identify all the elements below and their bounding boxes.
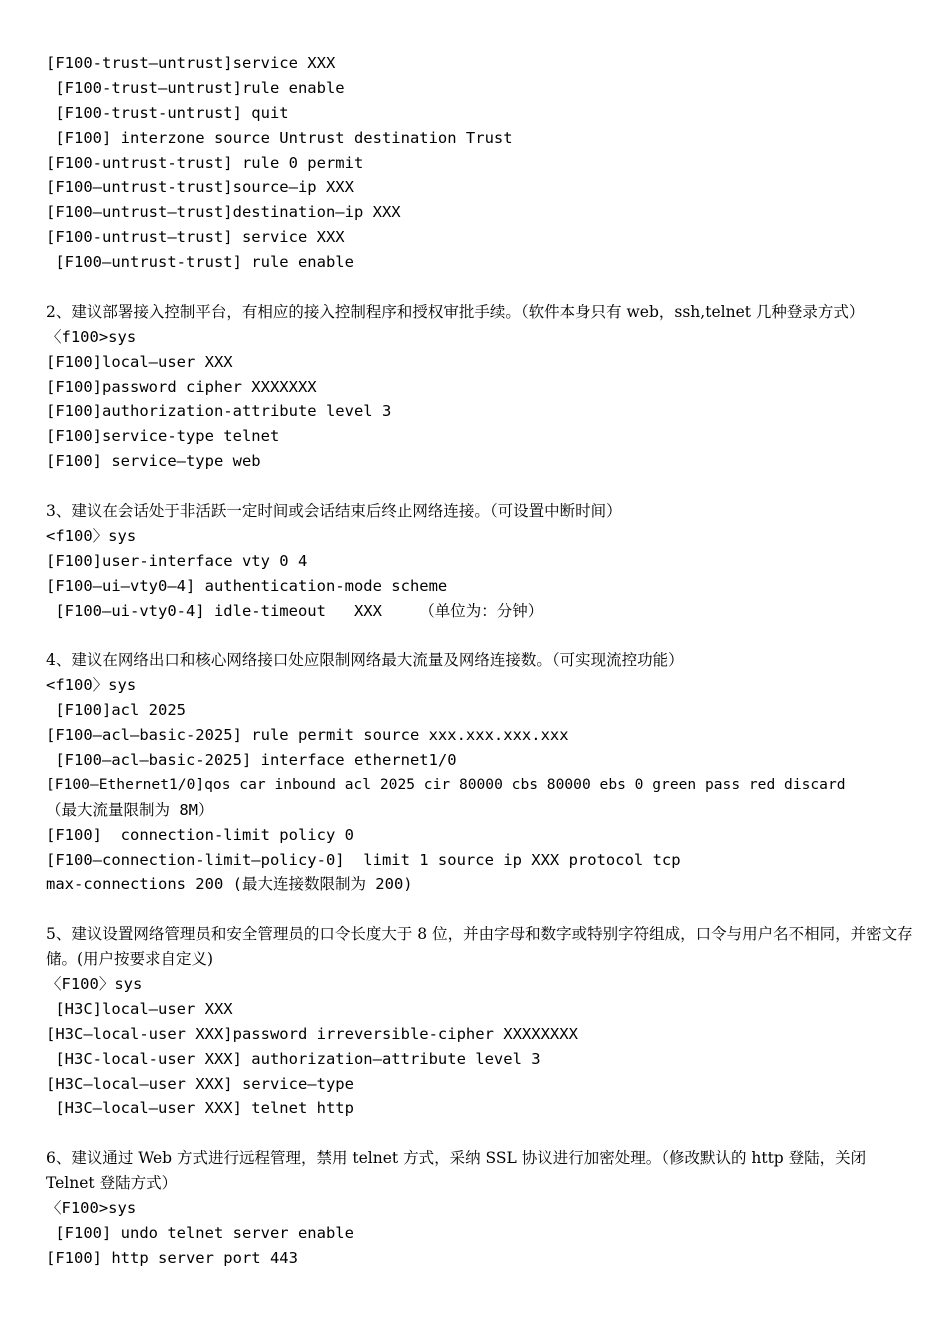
section-heading: 4、建议在网络出口和核心网络接口处应限制网络最大流量及网络连接数。（可实现流控功能） (46, 651, 684, 670)
section-3 (46, 499, 916, 623)
code-line: [F100] http server port 443 (46, 1248, 298, 1267)
code-line: [F100—untrust—trust]destination—ip XXX (46, 203, 401, 222)
code-line: [F100-untrust—trust] service XXX (46, 228, 345, 247)
section-4 (46, 648, 916, 897)
section-heading: 2、建议部署接入控制平台，有相应的接入控制程序和授权审批手续。（软件本身只有 web，ssh,telnet 几种登录方式） (46, 302, 865, 321)
code-line: [F100] undo telnet server enable (46, 1223, 354, 1242)
code-line: [F100]local—user XXX (46, 352, 233, 371)
spacer (46, 275, 916, 300)
code-line: <f100〉sys (46, 676, 137, 695)
code-line: [F100-trust-untrust] quit (46, 103, 289, 122)
code-line: [F100—ui—vty0—4] authentication-mode scheme (46, 576, 448, 595)
code-line: [F100—acl—basic-2025] rule permit source xxx.xxx.xxx.xxx (46, 726, 569, 745)
code-line: [F100] connection-limit policy 0 (46, 825, 354, 844)
section-5 (46, 922, 916, 1121)
section-heading: 6、建议通过 Web 方式进行远程管理，禁用 telnet 方式，采纳 SSL 协议进行加密处理。（修改默认的 http 登陆，关闭 Telnet 登陆方式） (46, 1149, 867, 1193)
code-line: [F100] service—type web (46, 452, 261, 471)
code-line: （最大流量限制为 8M） (46, 800, 214, 819)
code-line: [F100—Ethernet1/0]qos car inbound acl 2025 cir 80000 cbs 80000 ebs 0 green pass red discard (46, 775, 846, 793)
spacer (46, 474, 916, 499)
code-line: [F100-trust—untrust]rule enable (46, 78, 345, 97)
code-line: <f100〉sys (46, 526, 137, 545)
code-line: [F100—untrust-trust] rule enable (46, 253, 354, 272)
code-line: [F100]password cipher XXXXXXX (46, 377, 317, 396)
section-heading: 3、建议在会话处于非活跃一定时间或会话结束后终止网络连接。（可设置中断时间） (46, 502, 622, 521)
code-line: [F100-untrust-trust] rule 0 permit (46, 153, 364, 172)
spacer (46, 897, 916, 922)
code-line: 〈F100>sys (46, 1199, 137, 1218)
code-line: [F100—connection-limit—policy-0] limit 1 source ip XXX protocol tcp (46, 850, 681, 869)
code-line: [F100—acl—basic-2025] interface ethernet1/0 (46, 750, 457, 769)
code-line: [H3C-local-user XXX] authorization—attribute level 3 (46, 1049, 541, 1068)
section-heading: 5、建议设置网络管理员和安全管理员的口令长度大于 8 位，并由字母和数字或特别字符组成，口令与用户名不相同，并密文存储。(用户按要求自定义) (46, 925, 913, 969)
code-line: [F100—ui-vty0-4] idle-timeout XXX （单位为：分钟） (46, 601, 544, 620)
code-line: 〈f100>sys (46, 327, 137, 346)
config-block-1 (46, 51, 916, 275)
code-line: [F100-trust—untrust]service XXX (46, 54, 336, 72)
code-line: [F100]authorization-attribute level 3 (46, 402, 392, 421)
code-line: max-connections 200 (最大连接数限制为 200) (46, 875, 413, 894)
document-page (46, 51, 916, 1271)
code-line: [H3C—local-user XXX]password irreversible-cipher XXXXXXXX (46, 1024, 578, 1043)
spacer (46, 1121, 916, 1146)
section-6 (46, 1146, 916, 1270)
code-line: [F100]service-type telnet (46, 427, 280, 446)
code-line: [F100] interzone source Untrust destination Trust (46, 128, 513, 147)
spacer (46, 624, 916, 649)
code-line: [F100]acl 2025 (46, 701, 186, 720)
section-2 (46, 300, 916, 474)
code-line: [H3C—local—user XXX] telnet http (46, 1099, 354, 1118)
code-line: 〈F100〉sys (46, 975, 143, 994)
code-line: [H3C]local—user XXX (46, 999, 233, 1018)
code-line: [F100—untrust-trust]source—ip XXX (46, 178, 354, 197)
code-line: [F100]user-interface vty 0 4 (46, 551, 308, 570)
code-line: [H3C—local—user XXX] service—type (46, 1074, 354, 1093)
